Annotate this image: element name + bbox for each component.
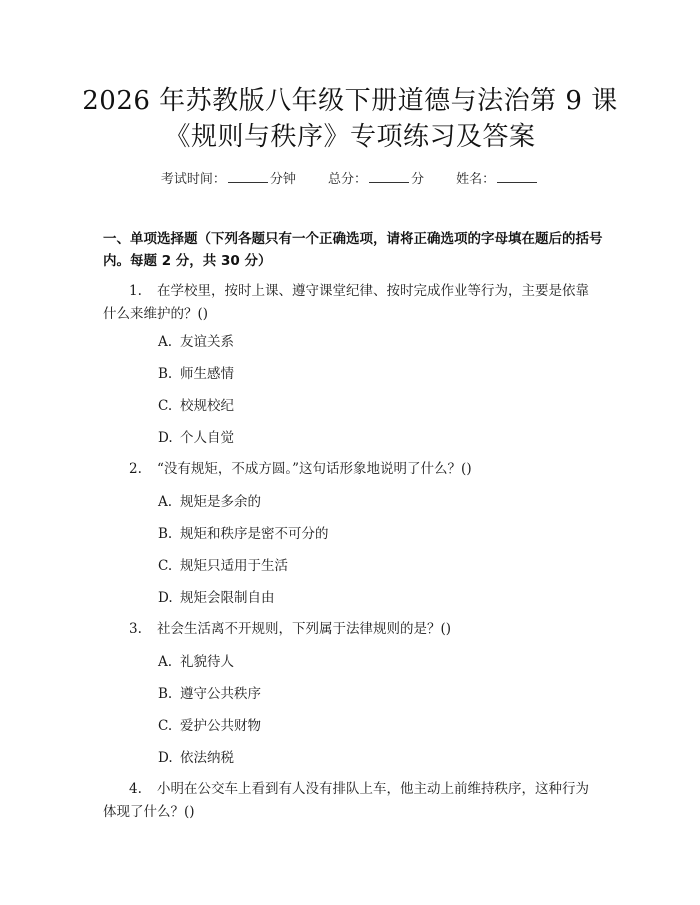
document-title-line-1: 2026 年苏教版八年级下册道德与法治第 9 课 <box>82 86 618 116</box>
question-2-option-c <box>158 556 288 576</box>
option-text: 遵守公共秩序 <box>180 686 261 702</box>
question-stem: 社会生活离不开规则，下列属于法律规则的是？() <box>157 621 452 637</box>
question-1-option-a <box>158 332 234 352</box>
option-text: 爱护公共财物 <box>180 718 261 734</box>
exam-time-blank <box>228 170 268 183</box>
question-1-option-c <box>158 396 234 416</box>
total-score-field <box>328 172 428 187</box>
question-number: 4. <box>129 781 142 797</box>
question-number: 2. <box>129 461 142 477</box>
option-text: 规矩是多余的 <box>180 494 261 510</box>
exam-time-label: 考试时间： <box>160 172 226 187</box>
question-3-option-d <box>158 748 234 768</box>
question-number: 3. <box>129 621 142 637</box>
option-letter: A. <box>158 334 173 350</box>
option-letter: D. <box>158 750 173 766</box>
option-text: 个人自觉 <box>180 430 234 446</box>
question-stem: 小明在公交车上看到有人没有排队上车，他主动上前维持秩序，这种行为体现了什么？() <box>103 781 589 820</box>
option-text: 规矩会限制自由 <box>180 590 275 606</box>
option-text: 礼貌待人 <box>180 654 234 670</box>
total-score-label: 总分： <box>327 172 367 187</box>
option-text: 师生感情 <box>180 366 234 382</box>
question-stem: “没有规矩，不成方圆。”这句话形象地说明了什么？() <box>157 461 472 477</box>
total-score-unit: 分 <box>411 172 425 187</box>
question-3-option-c <box>158 716 261 736</box>
exam-time-field <box>161 172 300 187</box>
option-text: 校规校纪 <box>180 398 234 414</box>
question-number: 1. <box>129 283 142 299</box>
question-4 <box>103 778 600 824</box>
question-2 <box>103 458 600 481</box>
question-3-option-a <box>158 652 234 672</box>
question-1-option-d <box>158 428 234 448</box>
option-letter: C. <box>158 718 173 734</box>
student-name-field <box>456 172 539 187</box>
question-2-option-d <box>158 588 275 608</box>
exam-time-unit: 分钟 <box>269 172 296 187</box>
option-letter: B. <box>158 686 173 702</box>
student-name-blank <box>497 170 537 183</box>
total-score-blank <box>369 170 409 183</box>
option-text: 规矩和秩序是密不可分的 <box>180 526 329 542</box>
option-letter: B. <box>158 526 173 542</box>
option-text: 依法纳税 <box>180 750 234 766</box>
option-letter: A. <box>158 654 173 670</box>
question-stem: 在学校里，按时上课、遵守课堂纪律、按时完成作业等行为，主要是依靠什么来维护的？() <box>103 283 589 322</box>
option-letter: D. <box>158 590 173 606</box>
question-3 <box>103 618 600 641</box>
option-letter: C. <box>158 398 173 414</box>
option-text: 规矩只适用于生活 <box>180 558 288 574</box>
option-letter: D. <box>158 430 173 446</box>
student-name-label: 姓名： <box>456 172 496 187</box>
option-letter: A. <box>158 494 173 510</box>
question-2-option-b <box>158 524 329 544</box>
option-letter: C. <box>158 558 173 574</box>
option-letter: B. <box>158 366 173 382</box>
section-heading: 一、单项选择题（下列各题只有一个正确选项，请将正确选项的字母填在题后的括号内。每题 2 分，共 30 分） <box>103 231 603 269</box>
question-1-option-b <box>158 364 234 384</box>
exam-meta <box>0 168 700 187</box>
question-3-option-b <box>158 684 261 704</box>
question-2-option-a <box>158 492 261 512</box>
question-1 <box>103 280 600 326</box>
option-text: 友谊关系 <box>180 334 234 350</box>
document-title-line-2: 《规则与秩序》专项练习及答案 <box>164 122 536 152</box>
